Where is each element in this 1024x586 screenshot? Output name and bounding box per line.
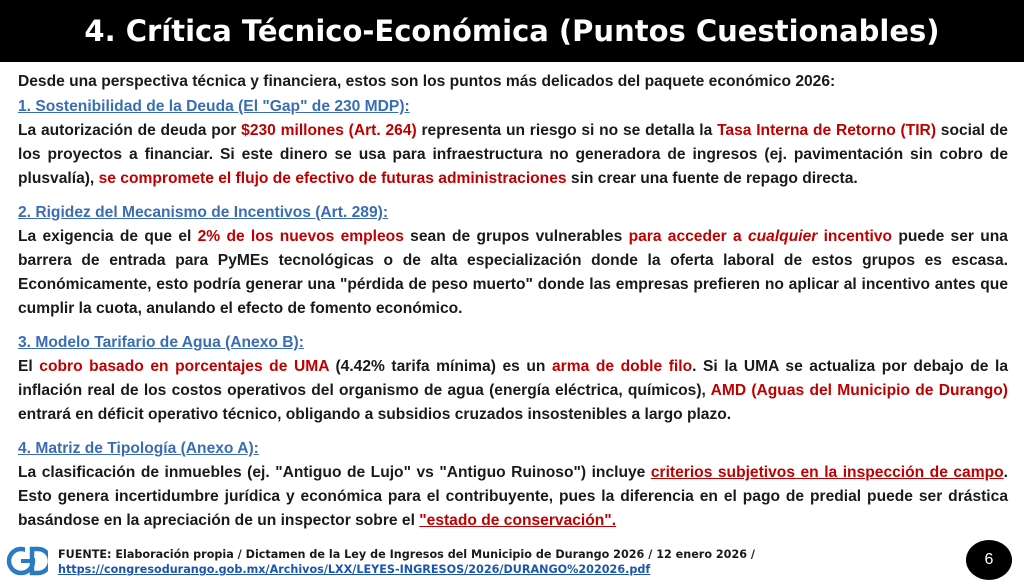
footer-source	[58, 547, 755, 577]
section-debt	[18, 95, 1008, 191]
intro-text: Desde una perspectiva técnica y financiera, estos son los puntos más delicados del paquete económico 2026:	[18, 73, 836, 90]
highlight-text: se compromete el flujo de efectivo de futuras administraciones	[98, 170, 567, 187]
text-run: representa un riesgo si no se detalla la	[416, 122, 718, 139]
source-link[interactable]: https://congresodurango.gob.mx/Archivos/LXX/LEYES-INGRESOS/2026/DURANGO%202026.pdf	[58, 563, 651, 576]
section-text	[18, 225, 1008, 321]
highlight-text: arma de doble filo	[552, 358, 693, 375]
section-typology	[18, 437, 1008, 533]
section-incentives	[18, 201, 1008, 321]
section-heading: 3. Modelo Tarifario de Agua (Anexo B):	[18, 334, 304, 351]
page-number: 6	[984, 551, 994, 568]
section-text	[18, 461, 1008, 533]
text-run: El	[18, 358, 40, 375]
text-run: La autorización de deuda por	[18, 122, 242, 139]
highlight-text-italic: cualquier	[747, 228, 818, 245]
text-run: . Esto genera incertidumbre jurídica y económica para el contribuyente, pues la diferencia en el pago de predial puede ser drástica basándose en la apreciación de un inspector sobre el	[18, 464, 1008, 529]
section-text	[18, 355, 1008, 427]
highlight-text: criterios subjetivos en la inspección de campo	[650, 464, 1004, 481]
text-run: . Si la UMA se actualiza por debajo de la inflación real de los costos operativos del organismo de agua (energía eléctrica, químicos),	[18, 358, 1008, 399]
text-run: puede ser una barrera de entrada para PyMEs tecnológicas o de alta especialización donde la oferta laboral de estos grupos es escasa. Económicamente, esto podría generar una "pérdida de peso muerto" donde las empresas prefieren no aplicar al incentivo antes que cumplir la cuota, anulando el efecto de fomento económico.	[18, 228, 1008, 317]
section-heading: 1. Sostenibilidad de la Deuda (El "Gap" de 230 MDP):	[18, 98, 410, 115]
page-title: 4. Crítica Técnico-Económica (Puntos Cuestionables)	[84, 14, 940, 48]
text-run: (4.42% tarifa mínima) es un	[328, 358, 552, 375]
highlight-text: Tasa Interna de Retorno (TIR)	[717, 122, 937, 139]
section-heading: 4. Matriz de Tipología (Anexo A):	[18, 440, 259, 457]
content-body	[18, 70, 1008, 543]
text-run: social de los proyectos a financiar. Si este dinero se usa para infraestructura no generadora de ingresos (ej. pavimentación sin cobro de plusvalía),	[18, 122, 1008, 187]
highlight-text: cobro basado en porcentajes de UMA	[39, 358, 329, 375]
highlight-text: AMD (Aguas del Municipio de Durango)	[710, 382, 1008, 399]
source-text: FUENTE: Elaboración propia / Dictamen de la Ley de Ingresos del Municipio de Durango 2026 / 12 enero 2026 /	[58, 548, 756, 561]
text-run: sin crear una fuente de repago directa.	[566, 170, 858, 187]
section-water	[18, 331, 1008, 427]
text-run: La exigencia de que el	[18, 228, 198, 245]
highlight-text: "estado de conservación".	[419, 512, 617, 529]
highlight-text: $230 millones (Art. 264)	[241, 122, 417, 139]
highlight-text: incentivo	[817, 228, 893, 245]
section-heading: 2. Rigidez del Mecanismo de Incentivos (Art. 289):	[18, 204, 389, 221]
text-run: La clasificación de inmuebles (ej. "Antiguo de Lujo" vs "Antiguo Ruinoso") incluye	[18, 464, 651, 481]
highlight-text: para acceder a	[628, 228, 748, 245]
title-bar	[0, 0, 1024, 62]
page-number-badge	[966, 540, 1012, 580]
gd-logo-icon	[6, 546, 48, 576]
text-run: sean de grupos vulnerables	[403, 228, 629, 245]
section-text	[18, 119, 1008, 191]
text-run: entrará en déficit operativo técnico, obligando a subsidios cruzados insostenibles a largo plazo.	[18, 406, 732, 423]
highlight-text: 2% de los nuevos empleos	[197, 228, 404, 245]
